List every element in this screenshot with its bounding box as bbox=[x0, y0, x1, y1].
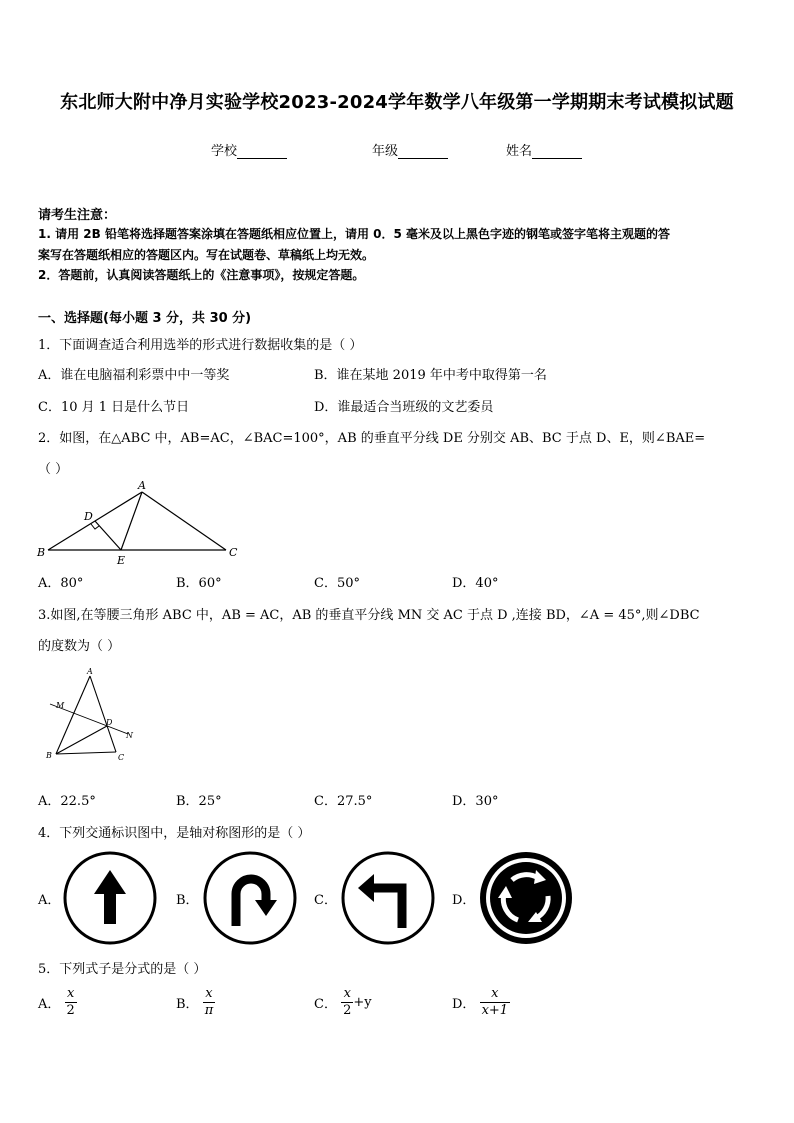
q1-option-d: D．谁最适合当班级的文艺委员 bbox=[314, 400, 494, 415]
q5-option-d: D． $\frac{x}{x+1}$ bbox=[452, 986, 509, 1018]
label-c: C bbox=[118, 753, 125, 762]
q2-option-c: C．50° bbox=[314, 576, 360, 591]
fraction: $\frac{x}{2}$ bbox=[343, 986, 352, 1018]
question-3-stem: 3.如图,在等腰三角形 ABC 中，AB = AC，AB 的垂直平分线 MN 交 AC 于点 D ,连接 BD，∠A = 45°,则∠DBC bbox=[38, 608, 700, 623]
label-a: A bbox=[87, 668, 93, 676]
q5-option-a: A． $\frac{x}{2}$ bbox=[38, 986, 75, 1018]
q2-option-a: A．80° bbox=[38, 576, 84, 591]
q1-option-c: C．10 月 1 日是什么节日 bbox=[38, 400, 190, 415]
q3-option-d: D．30° bbox=[452, 794, 499, 809]
q5-option-c: C． $\frac{x}{2}$ +y bbox=[314, 986, 372, 1018]
notice-item-1: 1. 请用 2B 铅笔将选择题答案涂填在答题纸相应位置上，请用 0．5 毫米及以上黑色字迹的钢笔或签字笔将主观题的答 bbox=[38, 227, 670, 241]
q3-option-b: B．25° bbox=[176, 794, 222, 809]
question-1-stem: 1．下面调查适合利用选举的形式进行数据收集的是（ ） bbox=[38, 338, 363, 353]
q3-option-c: C．27.5° bbox=[314, 794, 373, 809]
school-field: 学校 bbox=[211, 140, 287, 159]
label-b: B bbox=[46, 751, 52, 760]
label-a: A bbox=[138, 479, 146, 492]
q5-option-b: B． $\frac{x}{\pi}$ bbox=[176, 986, 214, 1018]
q1-option-a: A．谁在电脑福利彩票中中一等奖 bbox=[38, 368, 230, 383]
notice-item-1-cont: 案写在答题纸相应的答题区内。写在试题卷、草稿纸上均无效。 bbox=[38, 248, 375, 262]
section-heading: 一、选择题(每小题 3 分，共 30 分) bbox=[38, 311, 252, 326]
question-4-stem: 4．下列交通标识图中，是轴对称图形的是（ ） bbox=[38, 826, 311, 841]
fraction: $\frac{x}{2}$ bbox=[66, 986, 75, 1018]
notice-item-2: 2．答题前，认真阅读答题纸上的《注意事项》，按规定答题。 bbox=[38, 268, 365, 282]
q4-option-a: A． bbox=[38, 893, 61, 908]
q2-option-b: B．60° bbox=[176, 576, 222, 591]
q4-option-b: B． bbox=[176, 893, 199, 908]
label-d: D bbox=[84, 510, 93, 523]
label-c: C bbox=[229, 546, 238, 559]
grade-field: 年级 bbox=[372, 140, 448, 159]
label-d: D bbox=[106, 718, 113, 727]
u-turn-icon bbox=[202, 850, 298, 946]
q2-triangle-figure bbox=[34, 478, 244, 568]
notice-heading: 请考生注意： bbox=[38, 208, 117, 223]
label-b: B bbox=[37, 546, 46, 559]
q4-option-d: D． bbox=[452, 893, 476, 908]
q4-option-c: C． bbox=[314, 893, 337, 908]
question-3-stem-cont: 的度数为（ ） bbox=[38, 639, 121, 654]
label-n: N bbox=[126, 731, 133, 740]
label-m: M bbox=[56, 701, 65, 710]
q2-option-d: D．40° bbox=[452, 576, 499, 591]
question-2-paren: （ ） bbox=[38, 462, 69, 477]
left-turn-icon bbox=[340, 850, 436, 946]
q1-option-b: B．谁在某地 2019 年中考中取得第一名 bbox=[314, 368, 547, 383]
page-title: 东北师大附中净月实验学校2023-2024学年数学八年级第一学期期末考试模拟试题 bbox=[60, 92, 734, 113]
fraction: $\frac{x}{x+1}$ bbox=[481, 986, 509, 1018]
roundabout-icon bbox=[478, 850, 574, 946]
q3-triangle-figure bbox=[36, 668, 146, 770]
question-5-stem: 5．下列式子是分式的是（ ） bbox=[38, 962, 207, 977]
arrow-up-icon bbox=[62, 850, 158, 946]
question-2-stem: 2．如图，在△ABC 中，AB=AC，∠BAC=100°，AB 的垂直平分线 DE 分别交 AB、BC 于点 D、E，则∠BAE= bbox=[38, 431, 706, 446]
name-field: 姓名 bbox=[506, 140, 582, 159]
fraction: $\frac{x}{\pi}$ bbox=[204, 986, 214, 1018]
q3-option-a: A．22.5° bbox=[38, 794, 96, 809]
label-e: E bbox=[117, 554, 126, 567]
